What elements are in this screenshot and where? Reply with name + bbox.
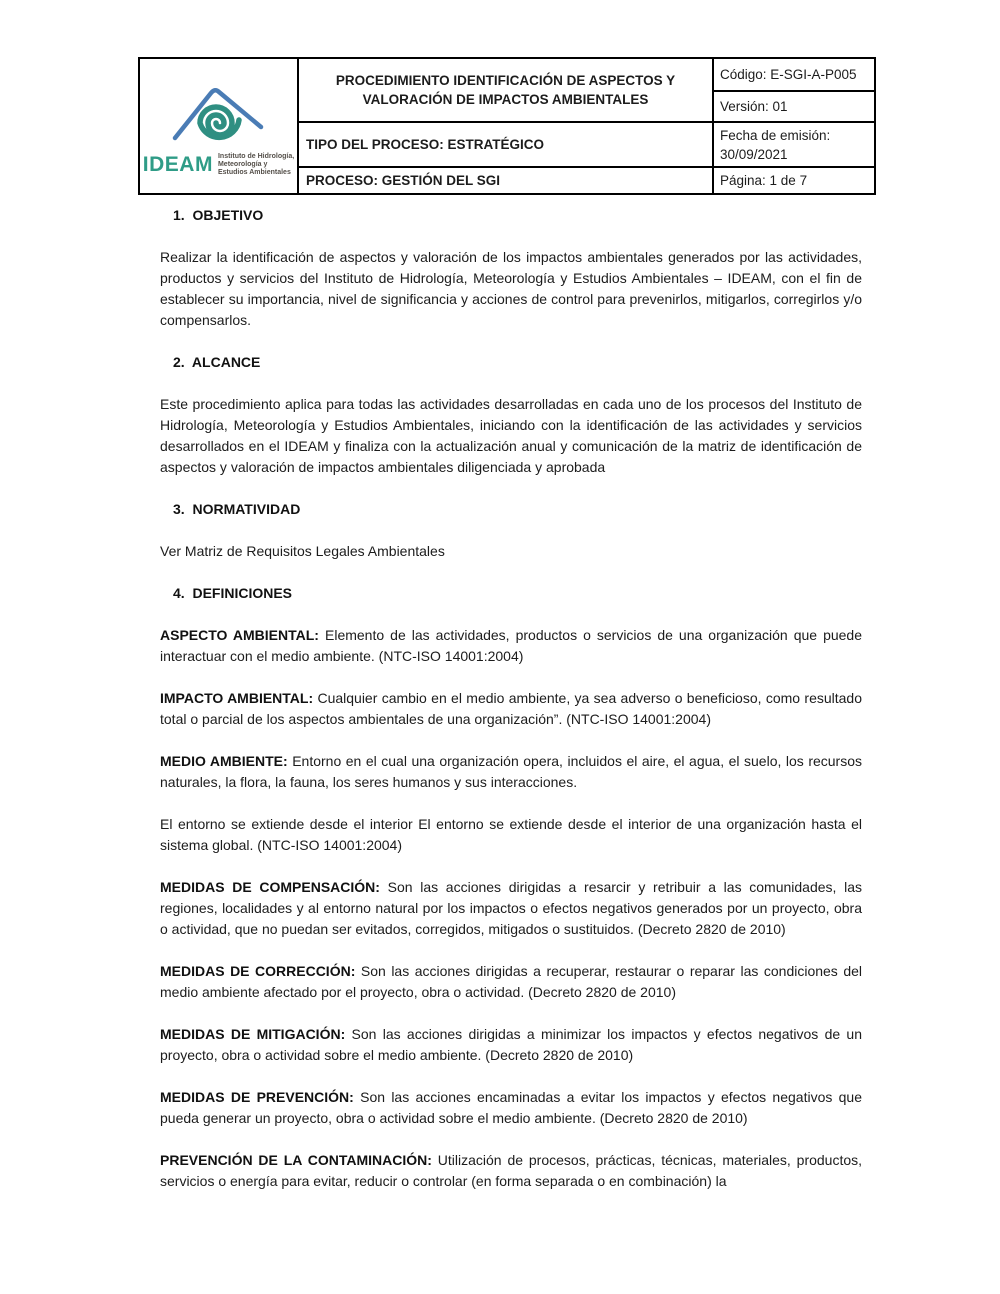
document-header-table <box>138 57 876 195</box>
definition-medio-ambiente <box>160 751 862 793</box>
issue-date-cell <box>713 122 875 167</box>
definition-term: MEDIO AMBIENTE: <box>160 753 288 769</box>
document-version: Versión: 01 <box>713 91 875 122</box>
definition-term: MEDIDAS DE CORRECCIÓN: <box>160 963 356 979</box>
definition-prevencion-contaminacion <box>160 1150 862 1192</box>
definition-text: Son las acciones dirigidas a recuperar, restaurar o reparar las condiciones del medio ambiente afectado por el proyecto, obra o actividad. (Decreto 2820 de 2010) <box>160 963 863 1000</box>
process-name: PROCESO: GESTIÓN DEL SGI <box>298 167 713 194</box>
ideam-subtitle-line2: Meteorología y <box>217 160 268 168</box>
section-heading-objetivo: 1. OBJETIVO <box>173 207 264 223</box>
section-heading-alcance: 2. ALCANCE <box>173 354 261 370</box>
ideam-subtitle-line3: Estudios Ambientales <box>217 168 291 176</box>
definition-text: Utilización de procesos, prácticas, técnicas, materiales, productos, servicios o energía para evitar, reducir o controlar (en forma separada o en combinación) la <box>160 1152 863 1189</box>
definition-term: MEDIDAS DE MITIGACIÓN: <box>160 1026 346 1042</box>
definition-text: Elemento de las actividades, productos o servicios de una organización que puede interactuar con el medio ambiente. (NTC-ISO 14001:2004) <box>160 627 862 664</box>
definition-aspecto-ambiental <box>160 625 862 667</box>
definition-medidas-compensacion <box>160 877 862 940</box>
definition-text: Son las acciones dirigidas a minimizar los impactos y efectos negativos de un proyecto, obra o actividad sobre el medio ambiente. (Decreto 2820 de 2010) <box>160 1026 863 1063</box>
definition-term: MEDIDAS DE PREVENCIÓN: <box>160 1089 354 1105</box>
definition-text: Son las acciones encaminadas a evitar los impactos y efectos negativos que pueda generar un proyecto, obra o actividad sobre el medio ambiente. (Decreto 2820 de 2010) <box>160 1089 862 1126</box>
definition-text: Entorno en el cual una organización opera, incluidos el aire, el agua, el suelo, los recursos naturales, la flora, la fauna, los seres humanos y sus interacciones. <box>160 753 863 790</box>
definition-text: Son las acciones dirigidas a resarcir y retribuir a las comunidades, las regiones, localidades y al entorno natural por los impactos o efectos negativos generados por un proyecto, obra o actividad, que no puedan ser evitados, corregidos, mitigados o sustituidos. (Decreto 2820 de 2010) <box>160 879 862 937</box>
paragraph-objetivo: Realizar la identificación de aspectos y valoración de los impactos ambientales generados por las actividades, productos y servicios del Instituto de Hidrología, Meteorología y Estudios Ambientales – IDEAM, con el fin de establecer su importancia, nivel de significancia y acciones de control para prevenirlos, mitigarlos, corregirlos y/o compensarlos. <box>160 249 862 328</box>
section-heading-normatividad: 3. NORMATIVIDAD <box>173 501 301 517</box>
document-body <box>160 205 862 1213</box>
definition-term: MEDIDAS DE COMPENSACIÓN: <box>160 879 380 895</box>
definition-text: Cualquier cambio en el medio ambiente, ya sea adverso o beneficioso, como resultado total o parcial de los aspectos ambientales de una organización”. (NTC-ISO 14001:2004) <box>160 690 862 727</box>
definition-impacto-ambiental <box>160 688 862 730</box>
process-type: TIPO DEL PROCESO: ESTRATÉGICO <box>298 122 713 167</box>
definition-term: PREVENCIÓN DE LA CONTAMINACIÓN: <box>160 1152 432 1168</box>
paragraph-alcance: Este procedimiento aplica para todas las actividades desarrolladas en cada uno de los procesos del Instituto de Hidrología, Meteorología y Estudios Ambientales, iniciando con la identificación de las actividades y servicios desarrollados en el IDEAM y finaliza con la actualización anual y comunicación de la matriz de identificación de aspectos y valoración de impactos ambientales diligenciada y aprobada <box>160 396 862 475</box>
document-title: PROCEDIMIENTO IDENTIFICACIÓN DE ASPECTOS Y VALORACIÓN DE IMPACTOS AMBIENTALES <box>298 58 713 122</box>
logo-cell <box>139 58 298 194</box>
document-code: Código: E-SGI-A-P005 <box>713 58 875 91</box>
paragraph-normatividad: Ver Matriz de Requisitos Legales Ambientales <box>160 543 445 559</box>
definition-medidas-correccion <box>160 961 862 1003</box>
definition-term: ASPECTO AMBIENTAL: <box>160 627 319 643</box>
issue-date-label: Fecha de emisión: <box>720 127 831 143</box>
page-number: Página: 1 de 7 <box>713 167 875 194</box>
paragraph-entorno: El entorno se extiende desde el interior El entorno se extiende desde el interior de una organización hasta el sistema global. (NTC-ISO 14001:2004) <box>160 816 862 853</box>
definition-medidas-mitigacion <box>160 1024 862 1066</box>
ideam-logo <box>143 76 294 177</box>
issue-date-value: 30/09/2021 <box>720 146 788 162</box>
ideam-mountain-spiral-icon <box>168 78 268 152</box>
ideam-subtitle <box>218 153 294 177</box>
ideam-acronym: IDEAM <box>142 152 213 176</box>
section-heading-definiciones: 4. DEFINICIONES <box>173 585 293 601</box>
definition-medidas-prevencion <box>160 1087 862 1129</box>
ideam-subtitle-line1: Instituto de Hidrología, <box>217 152 295 160</box>
definition-term: IMPACTO AMBIENTAL: <box>160 690 314 706</box>
